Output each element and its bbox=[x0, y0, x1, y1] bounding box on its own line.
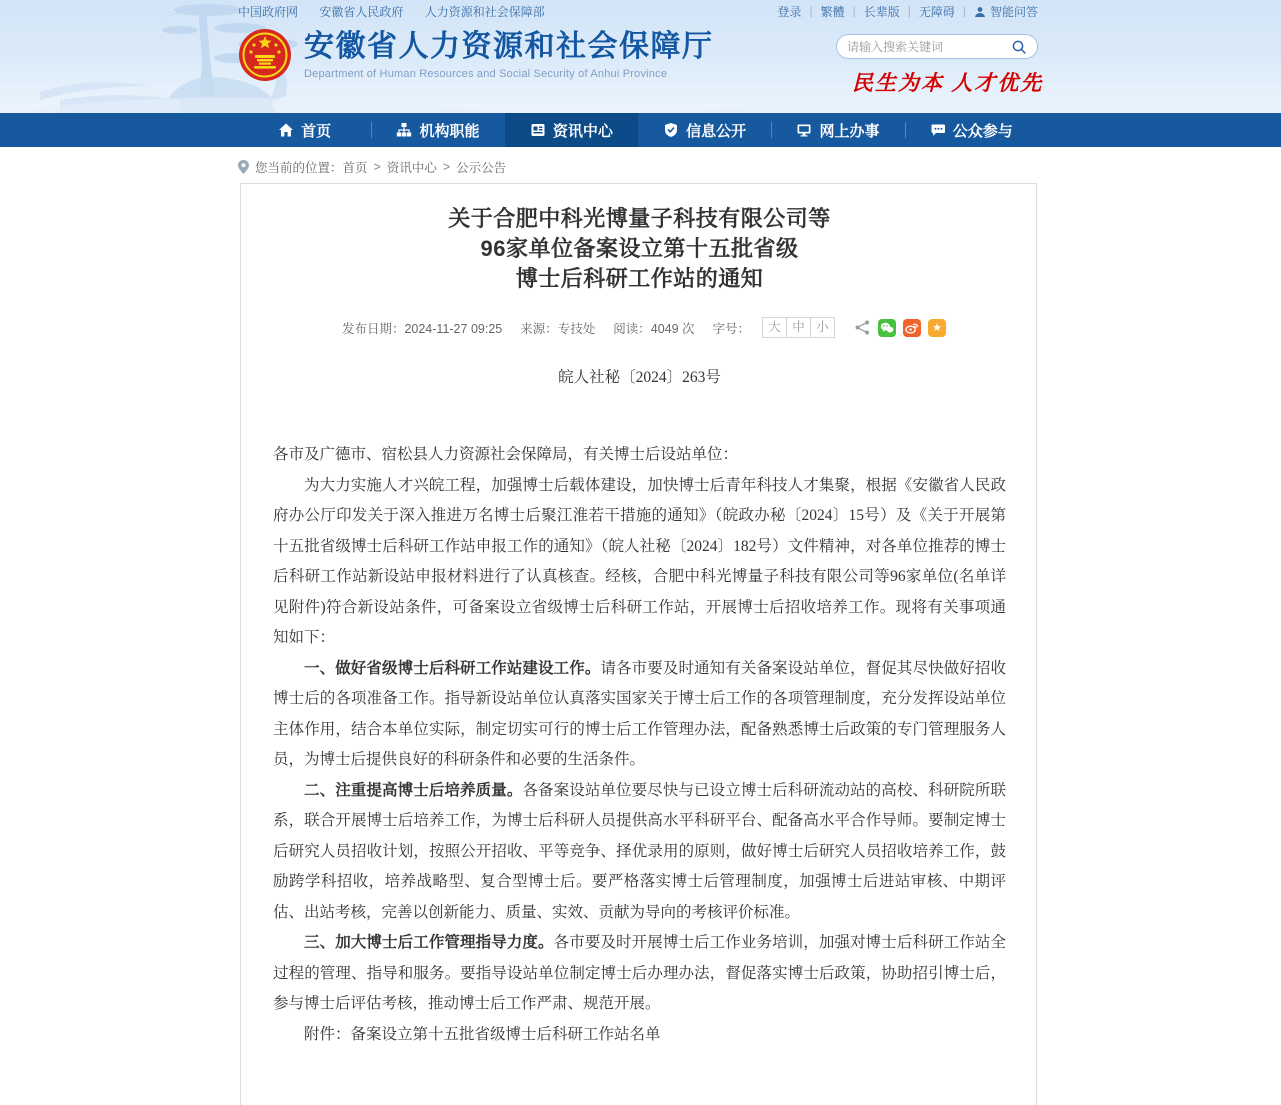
breadcrumb-home[interactable]: 首页 bbox=[342, 161, 368, 175]
home-icon bbox=[278, 122, 294, 138]
search-icon[interactable] bbox=[1011, 39, 1027, 55]
favorite-star-icon[interactable]: ★ bbox=[928, 319, 946, 337]
article-container bbox=[240, 183, 1037, 1105]
brand bbox=[238, 28, 714, 82]
topbar bbox=[238, 0, 1038, 22]
paragraph-lead: 一、做好省级博士后科研工作站建设工作。 bbox=[304, 659, 601, 677]
article-source: 来源：专技处 bbox=[520, 321, 596, 336]
link-anhui-gov[interactable]: 安徽省人民政府 bbox=[319, 4, 404, 19]
paragraph-1 bbox=[273, 471, 1006, 654]
site-subtitle: Department of Human Resources and Social Security of Anhui Province bbox=[304, 68, 668, 80]
nav-item-public-participation[interactable] bbox=[905, 113, 1038, 147]
fontsize-label: 字号： bbox=[712, 321, 751, 336]
attachment-line[interactable]: 附件：备案设立第十五批省级博士后科研工作站名单 bbox=[304, 1025, 661, 1043]
breadcrumb-prefix: 您当前的位置： bbox=[255, 161, 343, 175]
news-icon bbox=[530, 122, 546, 138]
separator: | bbox=[907, 4, 911, 18]
share-buttons bbox=[847, 319, 946, 337]
brand-text bbox=[304, 30, 714, 80]
article-title-line2: 96家单位备案设立第十五批省级 bbox=[480, 236, 799, 261]
article-meta bbox=[273, 317, 1006, 338]
article-title bbox=[273, 204, 1006, 294]
nav-item-home[interactable] bbox=[238, 113, 371, 147]
main-nav-inner bbox=[238, 113, 1038, 147]
main-nav bbox=[0, 113, 1281, 147]
nav-label: 首页 bbox=[301, 122, 332, 140]
site-header bbox=[0, 0, 1281, 113]
document-number: 皖人社秘〔2024〕263号 bbox=[558, 369, 721, 386]
fontsize-large-button[interactable]: 大 bbox=[762, 317, 787, 338]
separator: | bbox=[852, 4, 856, 18]
paragraph-4 bbox=[273, 928, 1006, 1020]
national-emblem-logo bbox=[238, 28, 292, 82]
article-title-line1: 关于合肥中科光博量子科技有限公司等 bbox=[448, 206, 831, 231]
breadcrumb-public-notice[interactable]: 公示公告 bbox=[456, 161, 507, 175]
search-box bbox=[836, 34, 1038, 59]
article-inner bbox=[241, 184, 1036, 1050]
article-body bbox=[273, 440, 1006, 1050]
nav-item-news-center[interactable] bbox=[505, 113, 638, 147]
traditional-chinese-link[interactable]: 繁體 bbox=[820, 4, 845, 19]
elder-version-link[interactable]: 长辈版 bbox=[863, 4, 900, 19]
nav-label: 公众参与 bbox=[952, 122, 1013, 140]
paragraph-lead: 二、注重提高博士后培养质量。 bbox=[304, 781, 523, 799]
nav-item-info-disclosure[interactable] bbox=[638, 113, 771, 147]
separator: | bbox=[962, 4, 966, 18]
chat-icon bbox=[930, 122, 946, 138]
org-chart-icon bbox=[396, 122, 412, 138]
article-title-line3: 博士后科研工作站的通知 bbox=[515, 266, 764, 291]
wechat-share-icon[interactable] bbox=[878, 319, 896, 337]
paragraph-3 bbox=[273, 776, 1006, 929]
user-icon bbox=[974, 6, 986, 18]
paragraph-text: 请各市要及时通知有关备案设站单位，督促其尽快做好招收博士后的各项准备工作。指导新设站单位认真落实国家关于博士后工作的各项管理制度，充分发挥设站单位主体作用，结合本单位实际，制定切实可行的博士后工作管理办法，配备熟悉博士后政策的专门管理服务人员，为博士后提供良好的科研条件和必要的生活条件。 bbox=[273, 659, 1006, 768]
fontsize-medium-button[interactable]: 中 bbox=[786, 317, 811, 338]
publish-date: 发布日期：2024-11-27 09:25 bbox=[341, 321, 503, 336]
paragraph-text: 各备案设站单位要尽快与已设立博士后科研流动站的高校、科研院所联系，联合开展博士后培养工作，为博士后科研人员提供高水平科研平台、配备高水平合作导师。要制定博士后研究人员招收计划，按照公开招收、平等竞争、择优录用的原则，做好博士后研究人员招收培养工作，鼓励跨学科招收，培养战略型、复合型博士后。要严格落实博士后管理制度，加强博士后进站审核、中期评估、出站考核，完善以创新能力、质量、实效、贡献为导向的考核评价标准。 bbox=[273, 781, 1006, 921]
breadcrumb-news-center[interactable]: 资讯中心 bbox=[386, 161, 437, 175]
smart-qa-label: 智能问答 bbox=[989, 4, 1038, 19]
breadcrumb bbox=[238, 158, 506, 176]
link-mohrss[interactable]: 人力资源和社会保障部 bbox=[424, 4, 545, 19]
salutation: 各市及广德市、宿松县人力资源社会保障局，有关博士后设站单位： bbox=[273, 446, 739, 463]
paragraph-lead: 三、加大博士后工作管理指导力度。 bbox=[304, 934, 554, 951]
nav-item-functions[interactable] bbox=[371, 113, 504, 147]
paragraph-text: 各市要及时开展博士后工作业务培训，加强对博士后科研工作站全过程的管理、指导和服务。要指导设站单位制定博士后办理办法，督促落实博士后政策，协助招引博士后，参与博士后评估考核，推动博士后工作严肃、规范开展。 bbox=[273, 934, 1006, 1012]
nav-label: 资讯中心 bbox=[552, 122, 613, 140]
nav-label: 机构职能 bbox=[419, 122, 480, 140]
share-icon[interactable] bbox=[854, 319, 871, 336]
monitor-icon bbox=[796, 122, 812, 138]
nav-item-online-services[interactable] bbox=[771, 113, 904, 147]
accessibility-link[interactable]: 无障碍 bbox=[918, 4, 955, 19]
breadcrumb-separator: > bbox=[442, 160, 451, 174]
breadcrumb-separator: > bbox=[373, 160, 381, 174]
nav-label: 信息公开 bbox=[686, 122, 747, 140]
nav-label: 网上办事 bbox=[819, 122, 880, 140]
site-title: 安徽省人力资源和社会保障厅 bbox=[304, 30, 714, 63]
topbar-right-links bbox=[777, 3, 1038, 20]
topbar-left-links bbox=[238, 3, 563, 20]
paragraph-2 bbox=[273, 654, 1006, 776]
shield-icon bbox=[663, 122, 679, 138]
view-count: 阅读：4049 次 bbox=[613, 321, 695, 336]
link-china-gov[interactable]: 中国政府网 bbox=[238, 4, 299, 19]
slogan-calligraphy: 民生为本 人才优先 bbox=[852, 71, 1044, 95]
weibo-share-icon[interactable] bbox=[903, 319, 921, 337]
login-link[interactable]: 登录 bbox=[777, 4, 802, 19]
separator: | bbox=[809, 4, 813, 18]
location-pin-icon bbox=[238, 160, 249, 174]
fontsize-small-button[interactable]: 小 bbox=[810, 317, 835, 338]
smart-qa-link[interactable] bbox=[974, 3, 1038, 20]
search-input[interactable] bbox=[847, 40, 1011, 54]
paragraph-text: 为大力实施人才兴皖工程，加强博士后载体建设，加快博士后青年科技人才集聚，根据《安徽省人民政府办公厅印发关于深入推进万名博士后聚江淮若干措施的通知》（皖政办秘〔2024〕15号）及《关于开展第十五批省级博士后科研工作站申报工作的通知》（皖人社秘〔2024〕182号）文件精神，对各单位推荐的博士后科研工作站新设站申报材料进行了认真核查。经核，合肥中科光博量子科技有限公司等96家单位(名单详见附件)符合新设站条件，可备案设立省级博士后科研工作站，开展博士后招收培养工作。现将有关事项通知如下： bbox=[273, 476, 1006, 646]
fontsize-switcher bbox=[763, 317, 835, 338]
